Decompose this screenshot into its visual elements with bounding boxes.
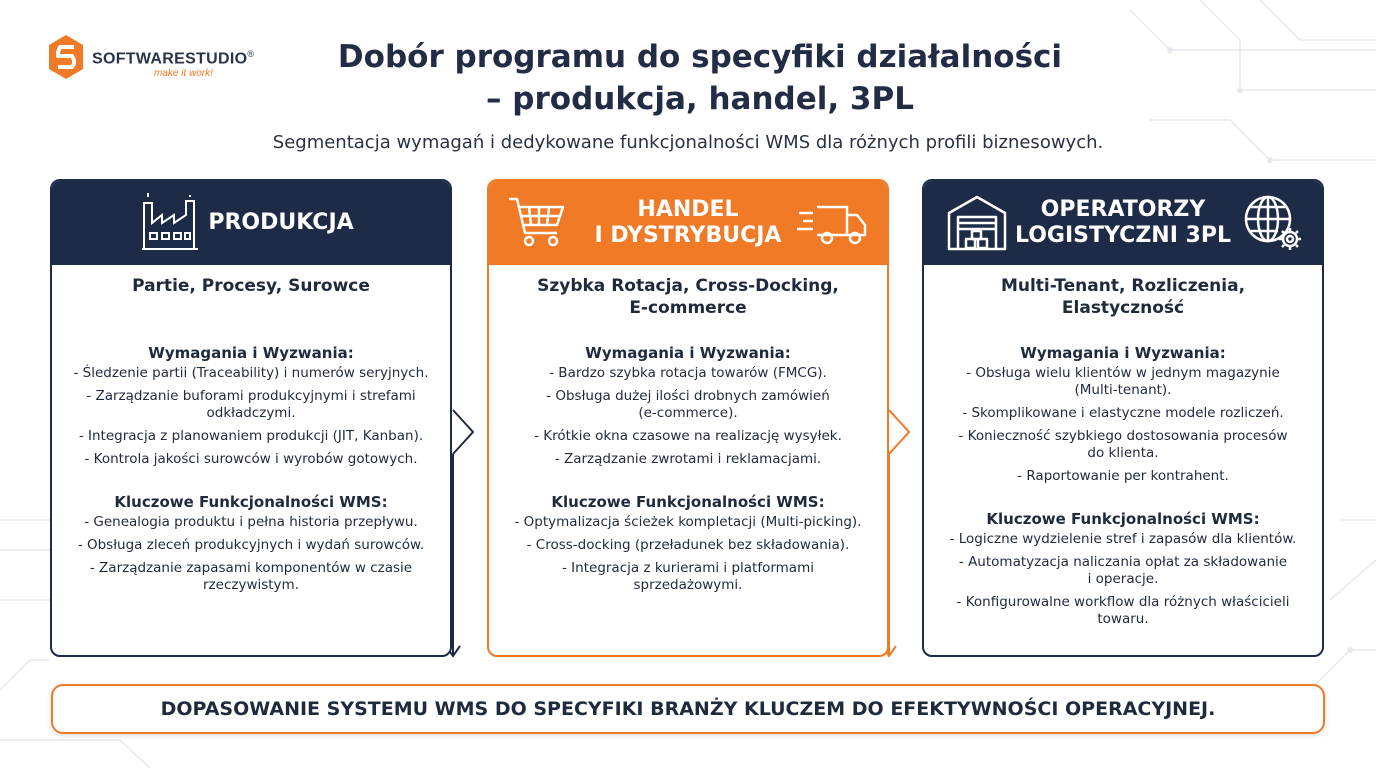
requirements-list — [64, 365, 438, 468]
list-item: - Zarządzanie zapasami komponentów w czasie rzeczywistym. — [89, 560, 413, 593]
column-title: OPERATORZY LOGISTYCZNI 3PL — [1015, 197, 1231, 248]
list-item: - Kontrola jakości surowców i wyrobów gotowych. — [84, 451, 418, 467]
features-title: Kluczowe Funkcjonalności WMS: — [551, 493, 825, 511]
column-3pl — [922, 179, 1324, 657]
column-header — [52, 181, 450, 265]
factory-icon — [140, 193, 200, 253]
page-subtitle: Segmentacja wymagań i dedykowane funkcjonalności WMS dla różnych profili biznesowych. — [272, 132, 1104, 153]
list-item: - Integracja z kurierami i platformami sprzedażowymi. — [562, 560, 814, 593]
list-item: - Integracja z planowaniem produkcji (JIT, Kanban). — [78, 428, 424, 444]
column-title: PRODUKCJA — [208, 210, 354, 235]
conclusion-text: DOPASOWANIE SYSTEMU WMS DO SPECYFIKI BRANŻY KLUCZEM DO EFEKTYWNOŚCI OPERACYJNEJ. — [160, 698, 1216, 720]
page-title-line1: Dobór programu do specyfiki działalności — [337, 39, 1063, 75]
features-list — [501, 514, 875, 594]
requirements-title: Wymagania i Wyzwania: — [585, 344, 791, 362]
features-title: Kluczowe Funkcjonalności WMS: — [114, 493, 388, 511]
list-item: - Konieczność szybkiego dostosowania procesów do klienta. — [958, 428, 1288, 461]
page-title — [300, 36, 1100, 120]
list-item: - Śledzenie partii (Traceability) i numerów seryjnych. — [73, 365, 429, 381]
brand-name: SOFTWARESTUDIO® — [92, 49, 255, 68]
column-production — [50, 179, 452, 657]
logo-hexagon-icon — [48, 34, 84, 80]
brand-logo — [48, 34, 288, 84]
column-tagline: Szybka Rotacja, Cross-Docking, E-commerce — [537, 276, 839, 318]
column-header — [924, 181, 1322, 265]
requirements-list — [936, 365, 1310, 485]
shopping-cart-icon — [507, 193, 567, 253]
list-item: - Skomplikowane i elastyczne modele rozliczeń. — [962, 405, 1284, 421]
column-trade — [487, 179, 889, 657]
list-item: - Raportowanie per kontrahent. — [1017, 468, 1229, 484]
list-item: - Obsługa wielu klientów w jednym magazynie (Multi-tenant). — [966, 365, 1280, 398]
requirements-list — [501, 365, 875, 468]
column-tagline: Partie, Procesy, Surowce — [132, 276, 370, 296]
list-item: - Zarządzanie zwrotami i reklamacjami. — [554, 451, 822, 467]
list-item: - Zarządzanie buforami produkcyjnymi i strefami odkładczymi. — [86, 388, 416, 421]
delivery-truck-icon — [797, 193, 869, 253]
warehouse-icon — [946, 193, 1008, 253]
list-item: - Automatyzacja naliczania opłat za składowanie i operacje. — [958, 554, 1288, 587]
list-item: - Krótkie okna czasowe na realizację wysyłek. — [534, 428, 842, 444]
list-item: - Konfigurowalne workflow dla różnych właścicieli towaru. — [956, 594, 1290, 627]
features-title: Kluczowe Funkcjonalności WMS: — [986, 510, 1260, 528]
list-item: - Bardzo szybka rotacja towarów (FMCG). — [549, 365, 827, 381]
list-item: - Obsługa dużej ilości drobnych zamówień (e-commerce). — [546, 388, 830, 421]
page-title-line2: – produkcja, handel, 3PL — [486, 81, 914, 117]
list-item: - Logiczne wydzielenie stref i zapasów dla klientów. — [949, 531, 1297, 547]
features-list — [64, 514, 438, 594]
column-header — [489, 181, 887, 265]
column-tagline: Multi-Tenant, Rozliczenia, Elastyczność — [1000, 276, 1246, 318]
features-list — [936, 531, 1310, 628]
globe-gear-icon — [1242, 193, 1304, 253]
requirements-title: Wymagania i Wyzwania: — [1020, 344, 1226, 362]
list-item: - Optymalizacja ścieżek kompletacji (Multi-picking). — [514, 514, 862, 530]
column-title: HANDEL I DYSTRYBUCJA — [594, 197, 782, 248]
list-item: - Cross-docking (przeładunek bez składowania). — [526, 537, 850, 553]
list-item: - Genealogia produktu i pełna historia przepływu. — [84, 514, 418, 530]
list-item: - Obsługa zleceń produkcyjnych i wydań surowców. — [77, 537, 425, 553]
requirements-title: Wymagania i Wyzwania: — [148, 344, 354, 362]
conclusion-banner — [51, 684, 1325, 734]
brand-tagline: make it work! — [154, 68, 213, 80]
